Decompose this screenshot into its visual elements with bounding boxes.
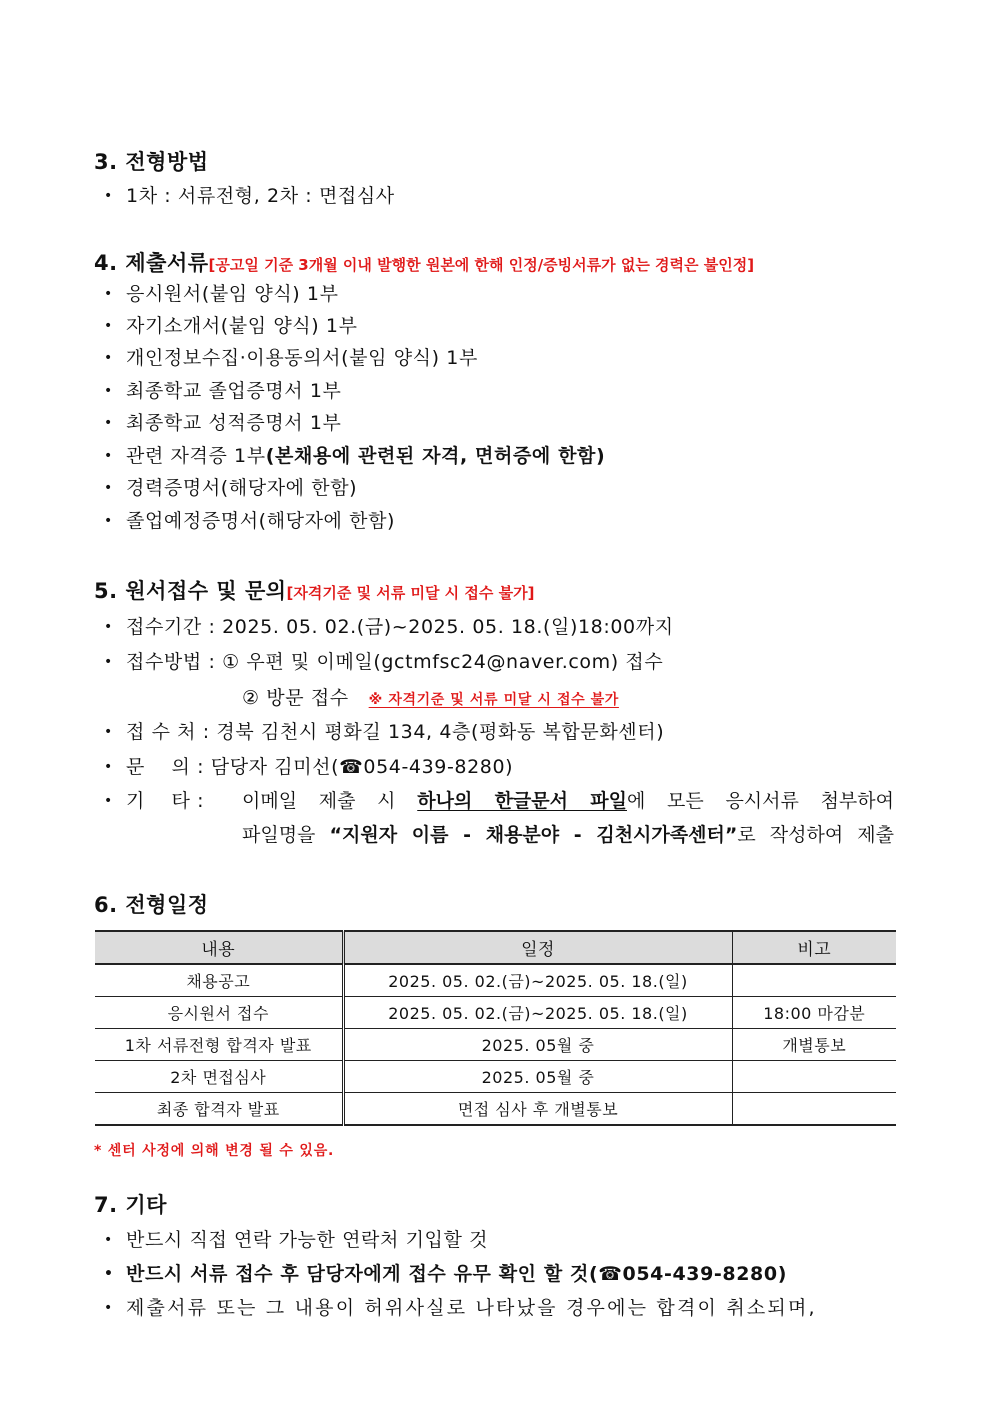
section-7-heading: 7. 기타 — [94, 1193, 167, 1217]
section-6-heading: 6. 전형일정 — [94, 893, 209, 917]
bullet-icon: • — [104, 759, 113, 775]
s5-etc-line2 — [242, 820, 894, 850]
s5-title: 5. 원서접수 및 문의 — [94, 579, 287, 603]
s3-item-text: 1차 : 서류전형, 2차 : 면접심사 — [126, 185, 395, 207]
s4-item — [104, 473, 357, 503]
s4-item — [104, 506, 395, 536]
header-content: 내용 — [95, 931, 343, 964]
bullet-icon: • — [104, 383, 113, 399]
s5-etc-underlined: 하나의 한글문서 파일 — [417, 790, 627, 812]
bullet-icon: • — [104, 286, 113, 302]
s5-etc2-pre: 파일명을 — [242, 824, 316, 846]
table-cell: 18:00 마감분 — [732, 997, 896, 1029]
s4-item-text: 졸업예정증명서(해당자에 한함) — [126, 510, 396, 532]
s4-license-note: (본채용에 관련된 자격, 면허증에 한함) — [265, 445, 606, 467]
s7-item — [104, 1293, 894, 1323]
bullet-icon: • — [104, 350, 113, 366]
table-row — [95, 1093, 896, 1126]
s4-item — [104, 376, 342, 406]
table-row — [95, 997, 896, 1029]
s5-etc-line1 — [242, 786, 894, 816]
table-cell: 2025. 05. 02.(금)~2025. 05. 18.(일) — [343, 997, 732, 1029]
bullet-icon: • — [104, 654, 113, 670]
s5-note: [자격기준 및 서류 미달 시 접수 불가] — [286, 584, 535, 602]
s7-item-text: 반드시 서류 접수 후 담당자에게 접수 유무 확인 할 것(☎054-439-8280) — [126, 1263, 787, 1285]
s4-note: [공고일 기준 3개월 이내 발행한 원본에 한해 인정/증빙서류가 없는 경력은 불인정] — [208, 256, 755, 274]
bullet-icon: • — [104, 724, 113, 740]
table-cell — [732, 1093, 896, 1126]
s5-place — [104, 717, 664, 747]
s5-period — [104, 612, 674, 642]
table-cell: 최종 합격자 발표 — [95, 1093, 343, 1126]
s5-etc2-post: 로 작성하여 제출 — [737, 824, 894, 846]
header-remark: 비고 — [732, 931, 896, 964]
bullet-icon: • — [104, 415, 113, 431]
s5-etc-pre: 이메일 제출 시 — [242, 790, 396, 812]
table-cell: 2025. 05월 중 — [343, 1061, 732, 1093]
section-4-heading — [94, 248, 754, 280]
bullet-icon: • — [104, 448, 113, 464]
table-cell: 2차 면접심사 — [95, 1061, 343, 1093]
bullet-icon: • — [104, 480, 113, 496]
s5-contact-text: 문 의 : 담당자 김미선(☎054-439-8280) — [126, 756, 514, 778]
bullet-icon: • — [104, 188, 113, 204]
s4-item-license — [104, 441, 605, 471]
s7-item — [104, 1225, 488, 1255]
s4-item-text: 최종학교 성적증명서 1부 — [126, 412, 342, 434]
table-row — [95, 1029, 896, 1061]
s5-method2-note: ※ 자격기준 및 서류 미달 시 접수 불가 — [368, 692, 619, 708]
s4-item — [104, 408, 342, 438]
section-3-heading: 3. 전형방법 — [94, 150, 209, 174]
table-cell — [732, 1061, 896, 1093]
s4-item-text: 응시원서(붙임 양식) 1부 — [126, 283, 339, 305]
s5-method1-text: 접수방법 : ① 우편 및 이메일(gctmfsc24@naver.com) 접수 — [126, 651, 664, 673]
s5-period-text: 접수기간 : 2025. 05. 02.(금)~2025. 05. 18.(일)18:00까지 — [126, 616, 674, 638]
s4-item — [104, 279, 339, 309]
table-cell: 채용공고 — [95, 964, 343, 997]
s4-title: 4. 제출서류 — [94, 251, 209, 275]
table-cell: 개별통보 — [732, 1029, 896, 1061]
s4-item — [104, 311, 358, 341]
bullet-icon: • — [104, 1232, 113, 1248]
s5-method2 — [242, 683, 619, 715]
header-schedule: 일정 — [343, 931, 732, 964]
s5-etc-label — [104, 786, 204, 816]
s5-method2-text: ② 방문 접수 — [242, 687, 349, 709]
s4-item-text: 자기소개서(붙임 양식) 1부 — [126, 315, 358, 337]
bullet-icon: • — [104, 619, 113, 635]
s7-item-bold — [104, 1259, 787, 1289]
s7-item-text: 제출서류 또는 그 내용이 허위사실로 나타났을 경우에는 합격이 취소되며, — [126, 1297, 817, 1319]
s5-etc-label-text: 기 타 : — [126, 790, 205, 812]
s5-etc2-bold: “지원자 이름 - 채용분야 - 김천시가족센터” — [329, 824, 738, 846]
table-cell: 응시원서 접수 — [95, 997, 343, 1029]
s4-item-text: 개인정보수집·이용동의서(붙임 양식) 1부 — [126, 347, 478, 369]
s5-contact — [104, 752, 513, 782]
table-cell — [732, 964, 896, 997]
bullet-icon: • — [104, 513, 113, 529]
s5-etc-post: 에 모든 응시서류 첨부하여 — [626, 790, 894, 812]
s5-place-text: 접 수 처 : 경북 김천시 평화길 134, 4층(평화동 복합문화센터) — [126, 721, 665, 743]
s5-method1 — [104, 647, 663, 677]
table-cell: 2025. 05. 02.(금)~2025. 05. 18.(일) — [343, 964, 732, 997]
bullet-icon: • — [104, 1300, 113, 1316]
s7-item-text: 반드시 직접 연락 가능한 연락처 기입할 것 — [126, 1229, 489, 1251]
table-row — [95, 964, 896, 997]
table-cell: 1차 서류전형 합격자 발표 — [95, 1029, 343, 1061]
s3-item — [104, 181, 395, 211]
table-row — [95, 1061, 896, 1093]
bullet-icon: • — [104, 318, 113, 334]
table-cell: 2025. 05월 중 — [343, 1029, 732, 1061]
table-header-row — [95, 931, 896, 964]
s4-item-text: 경력증명서(해당자에 한함) — [126, 477, 358, 499]
schedule-footnote: * 센터 사정에 의해 변경 될 수 있음. — [94, 1143, 335, 1159]
section-5-heading — [94, 576, 534, 608]
s4-item-text: 최종학교 졸업증명서 1부 — [126, 380, 342, 402]
s4-item — [104, 343, 478, 373]
bullet-icon: • — [104, 1266, 114, 1282]
bullet-icon: • — [104, 793, 113, 809]
table-cell: 면접 심사 후 개별통보 — [343, 1093, 732, 1126]
schedule-table — [95, 930, 896, 1126]
s4-license-text: 관련 자격증 1부 — [126, 445, 266, 467]
